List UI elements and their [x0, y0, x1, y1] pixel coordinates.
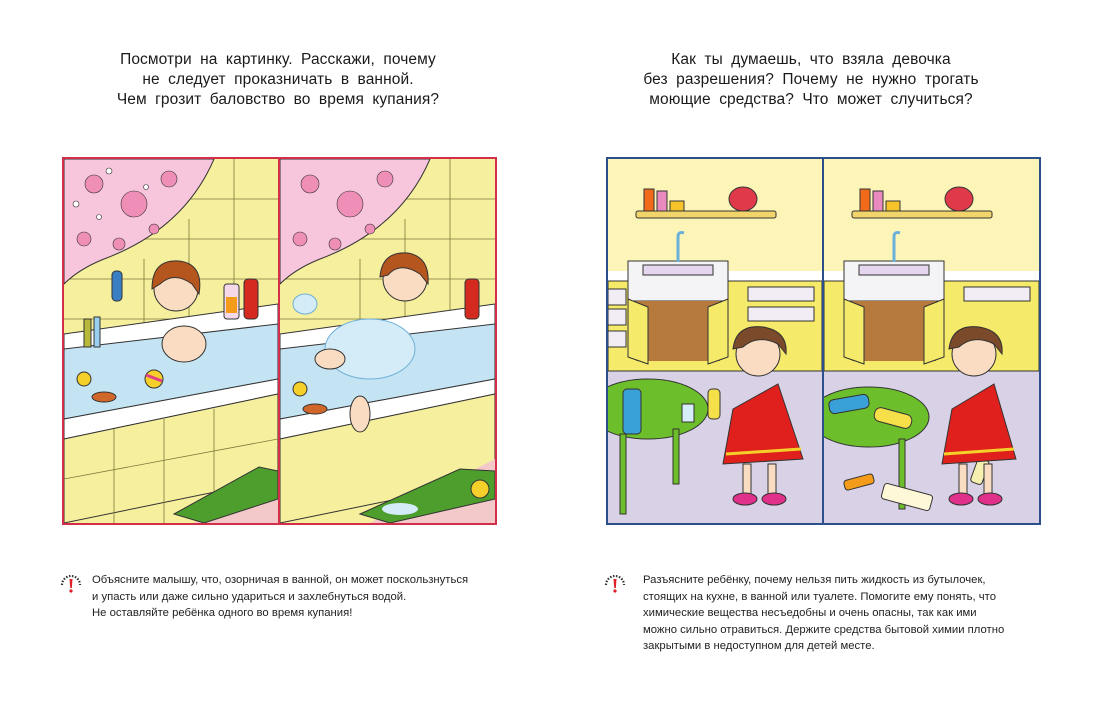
note-line: Не оставляйте ребёнка одного во время купания!	[92, 607, 353, 619]
parent-note	[92, 572, 512, 622]
bath-illustration-frame	[62, 157, 497, 525]
bath-slipping-illustration	[280, 159, 495, 523]
note-line: можно сильно отравиться. Держите средства бытовой химии плотно	[643, 623, 1005, 636]
right-page	[550, 0, 1100, 712]
kitchen-panel-holding-bottle	[608, 159, 822, 523]
kitchen-panel-feeling-sick	[824, 159, 1039, 523]
kitchen-illustration-frame	[606, 157, 1041, 525]
note-line: Разъясните ребёнку, почему нельзя пить жидкость из бутылочек,	[643, 574, 986, 586]
question-line: моющие средства? Что может случиться?	[649, 91, 973, 108]
for-parents-exclamation-icon	[602, 571, 628, 597]
bath-question	[58, 50, 498, 110]
note-line: закрытыми в недоступном для детей месте.	[643, 640, 875, 652]
question-line: Посмотри на картинку. Расскажи, почему	[120, 51, 436, 68]
kitchen-holding-illustration	[608, 159, 822, 523]
note-line: химические вещества несъедобны и очень опасны, так как ими	[643, 607, 977, 619]
note-line: Объясните малышу, что, озорничая в ванной, он может поскользнуться	[92, 574, 469, 586]
note-line: стоящих на кухне, в ванной или туалете. Помогите ему понять, что	[643, 590, 997, 603]
question-line: Как ты думаешь, что взяла девочка	[671, 51, 951, 68]
parent-note	[643, 572, 1063, 655]
bath-panel-slipping	[280, 159, 495, 523]
kitchen-sick-illustration	[824, 159, 1039, 523]
question-line: Чем грозит баловство во время купания?	[116, 91, 440, 108]
question-line: без разрешения? Почему не нужно трогать	[643, 71, 979, 88]
kitchen-question	[591, 50, 1031, 110]
for-parents-exclamation-icon	[58, 571, 84, 597]
note-line: и упасть или даже сильно удариться и захлебнуться водой.	[92, 590, 407, 603]
bath-panel-calm	[64, 159, 278, 523]
question-line: не следует проказничать в ванной.	[142, 71, 414, 88]
bath-calm-illustration	[64, 159, 278, 523]
